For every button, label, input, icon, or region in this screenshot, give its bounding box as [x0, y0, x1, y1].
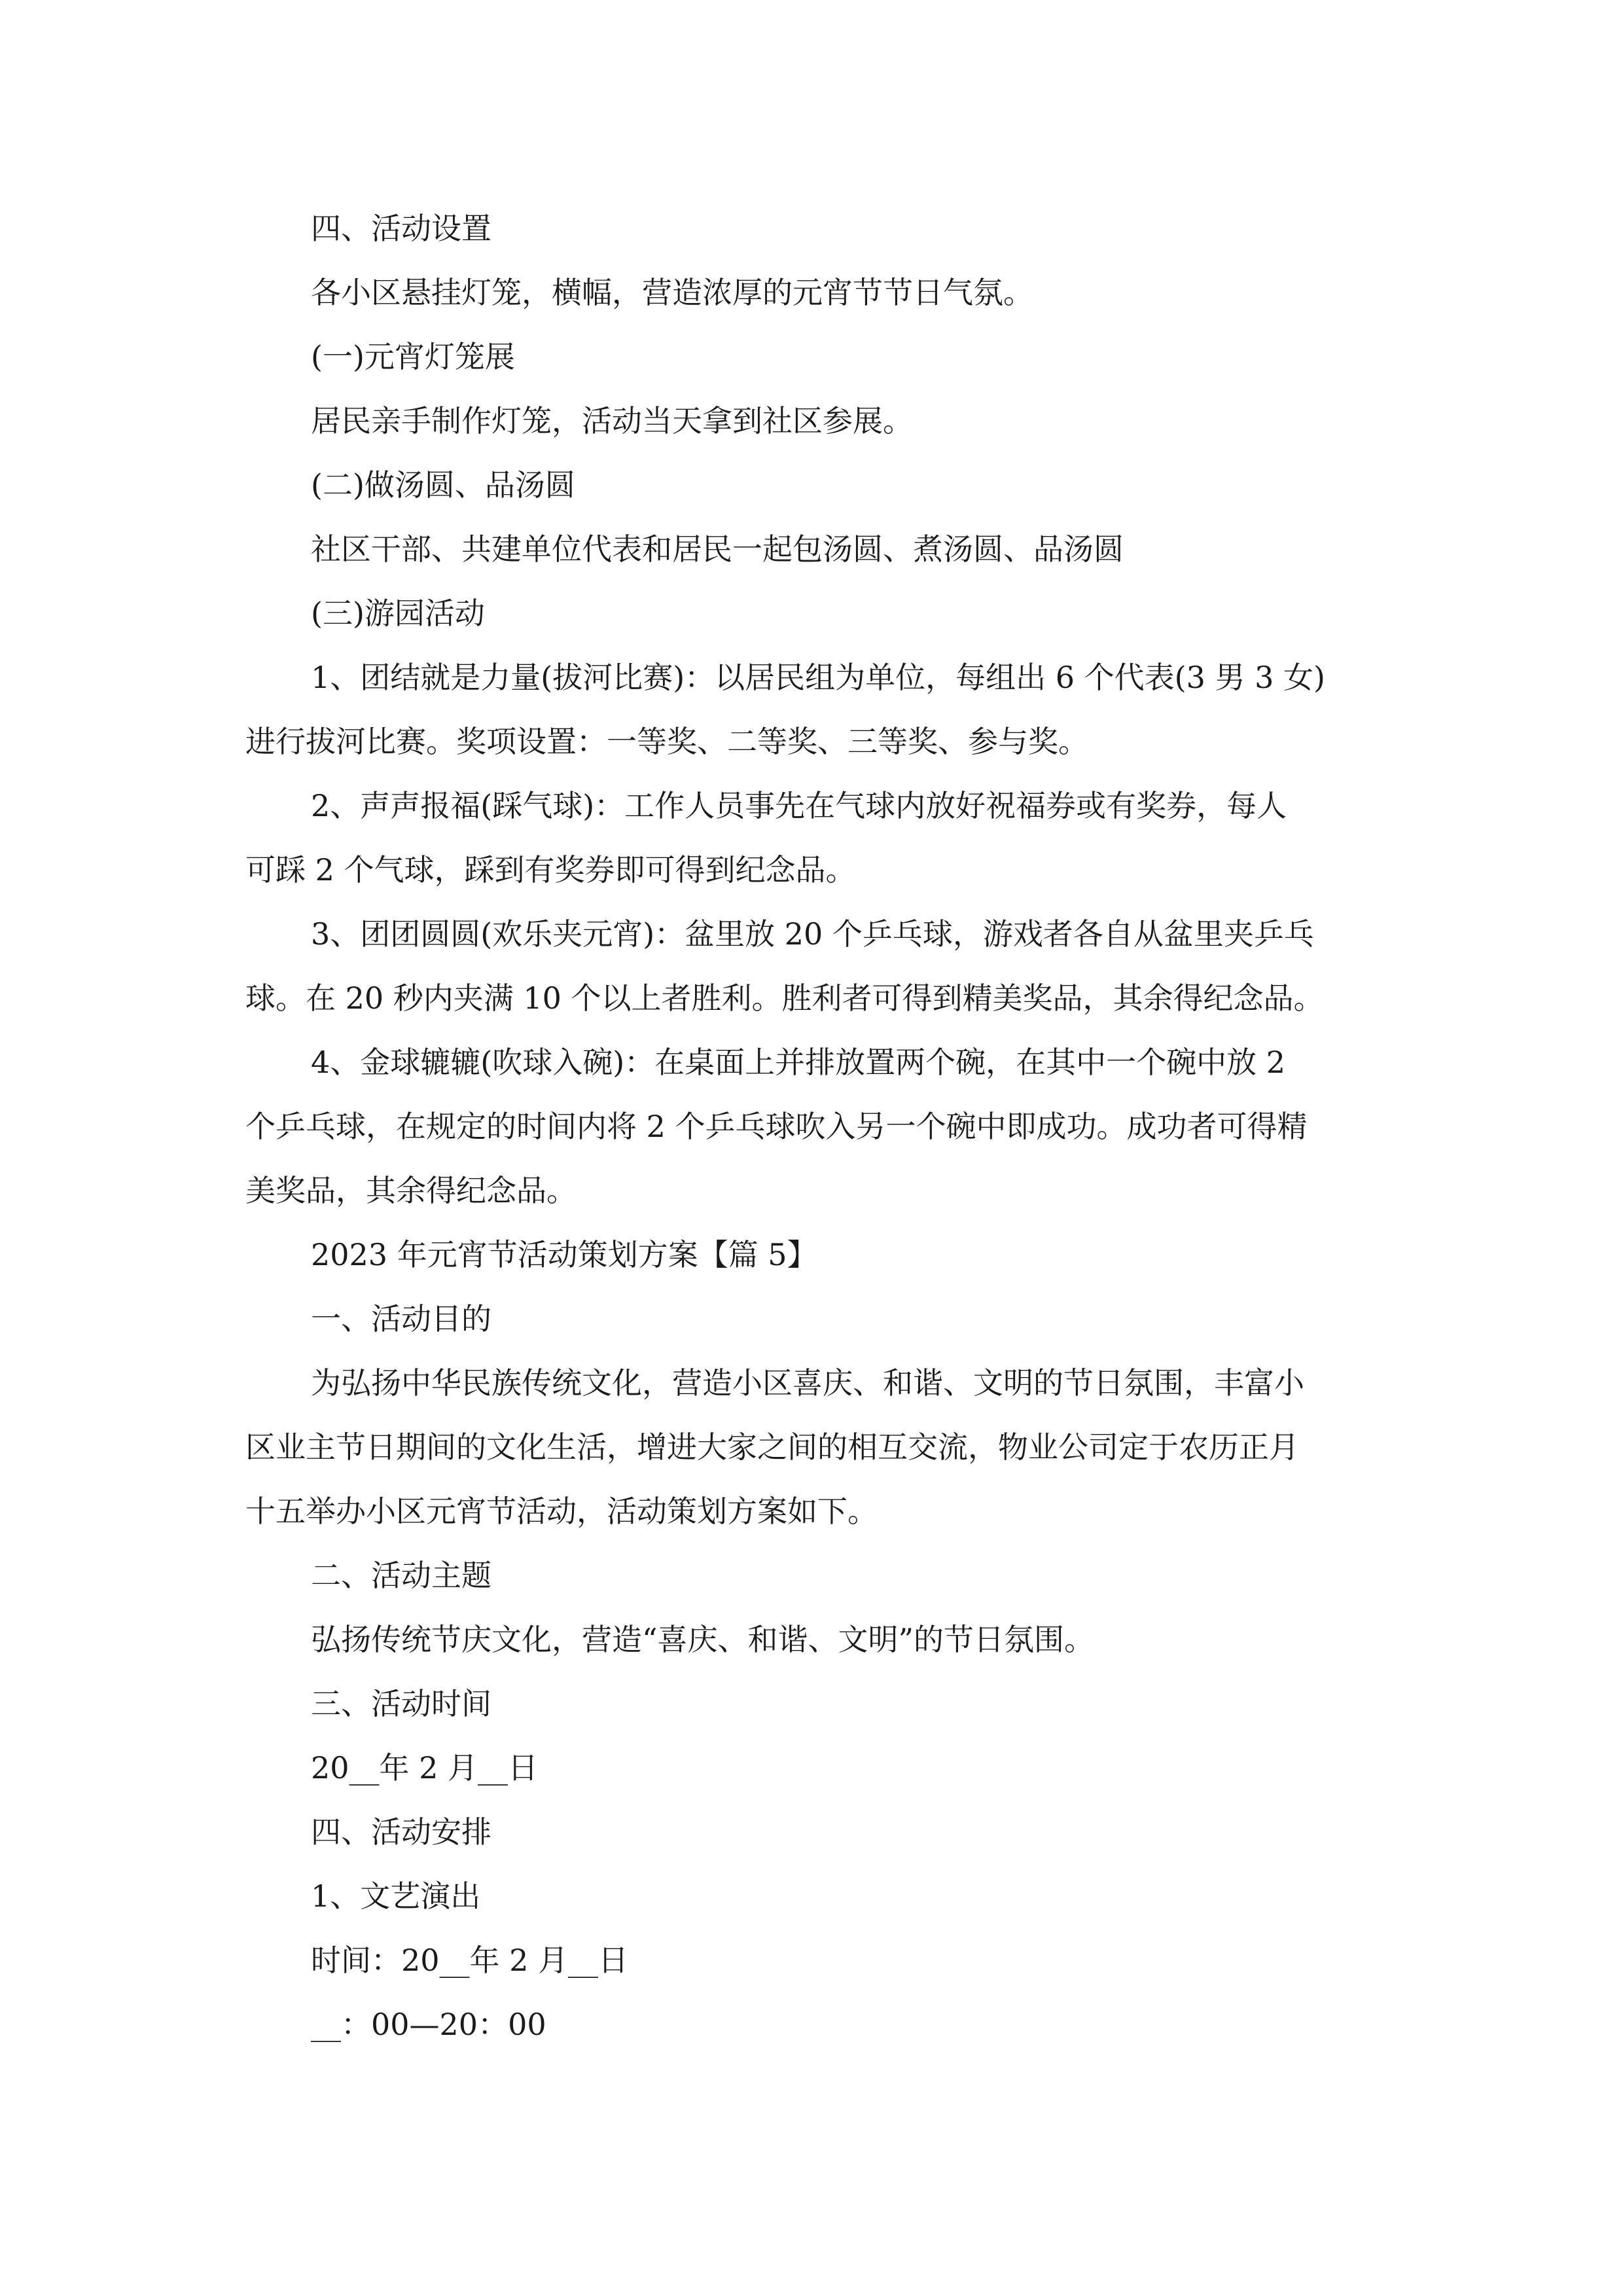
paragraph-line: 1、团结就是力量(拔河比赛)：以居民组为单位，每组出 6 个代表(3 男 3 女): [311, 660, 1325, 695]
paragraph-line: 球。在 20 秒内夹满 10 个以上者胜利。胜利者可得到精美奖品，其余得纪念品。: [245, 980, 1324, 1016]
document-body: [245, 196, 1410, 2056]
subsection-heading-lantern-exhibition: (一)元宵灯笼展: [311, 339, 515, 374]
paragraph-line: 十五举办小区元宵节活动，活动策划方案如下。: [245, 1494, 878, 1529]
paragraph-line: 弘扬传统节庆文化，营造“喜庆、和谐、文明”的节日氛围。: [311, 1622, 1095, 1657]
subsection-heading-tangyuan: (二)做汤圆、品汤圆: [311, 467, 575, 503]
paragraph-line: 社区干部、共建单位代表和居民一起包汤圆、煮汤圆、品汤圆: [311, 531, 1124, 567]
paragraph-line: 2、声声报福(踩气球)：工作人员事先在气球内放好祝福券或有奖券，每人: [311, 788, 1287, 823]
section-heading-purpose: 一、活动目的: [311, 1301, 491, 1336]
paragraph-line: 美奖品，其余得纪念品。: [245, 1173, 577, 1208]
subsection-heading-garden-activities: (三)游园活动: [311, 596, 485, 631]
time-line: 时间：20__年 2 月__日: [311, 1943, 629, 1978]
document-section-title: 2023 年元宵节活动策划方案【篇 5】: [311, 1237, 817, 1272]
date-line: 20__年 2 月__日: [311, 1750, 539, 1785]
paragraph-line: 各小区悬挂灯笼，横幅，营造浓厚的元宵节节日气氛。: [311, 275, 1033, 310]
paragraph-line: 3、团团圆圆(欢乐夹元宵)：盆里放 20 个乒乓球，游戏者各自从盆里夹乒乓: [311, 916, 1314, 952]
time-range-line: __：00—20：00: [311, 2007, 546, 2042]
paragraph-line: 个乒乓球，在规定的时间内将 2 个乒乓球吹入另一个碗中即成功。成功者可得精: [245, 1109, 1308, 1144]
paragraph-line: 为弘扬中华民族传统文化，营造小区喜庆、和谐、文明的节日氛围，丰富小: [311, 1365, 1304, 1401]
paragraph-line: 区业主节日期间的文化生活，增进大家之间的相互交流，物业公司定于农历正月: [245, 1429, 1299, 1465]
section-heading-activity-setup: 四、活动设置: [311, 211, 491, 246]
subsection-heading-performance: 1、文艺演出: [311, 1878, 481, 1914]
section-heading-theme: 二、活动主题: [311, 1558, 491, 1593]
paragraph-line: 4、金球辘辘(吹球入碗)：在桌面上并排放置两个碗，在其中一个碗中放 2: [311, 1045, 1286, 1080]
paragraph-line: 可踩 2 个气球，踩到有奖券即可得到纪念品。: [245, 852, 856, 888]
section-heading-time: 三、活动时间: [311, 1686, 491, 1721]
section-heading-arrangement: 四、活动安排: [311, 1814, 491, 1850]
paragraph-line: 居民亲手制作灯笼，活动当天拿到社区参展。: [311, 403, 913, 439]
paragraph-line: 进行拔河比赛。奖项设置：一等奖、二等奖、三等奖、参与奖。: [245, 724, 1088, 759]
